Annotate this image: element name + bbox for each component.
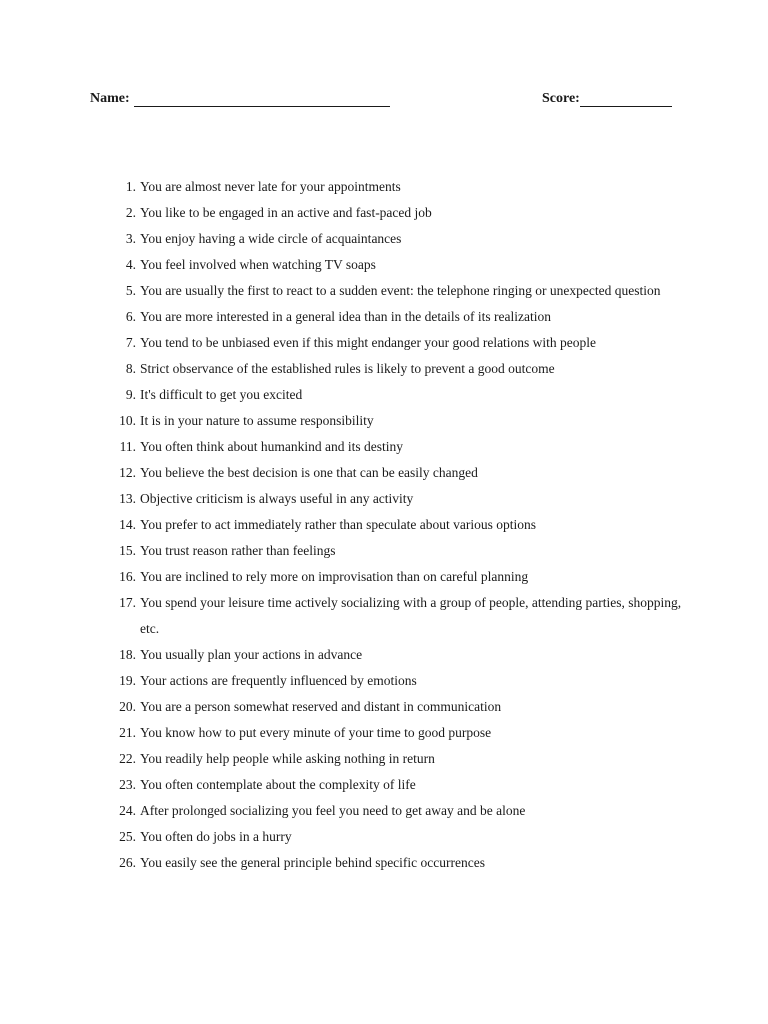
question-text: You are usually the first to react to a sudden event: the telephone ringing or unexpected question xyxy=(140,283,661,298)
question-text: It's difficult to get you excited xyxy=(140,387,303,402)
question-number: 11. xyxy=(119,439,136,454)
question-item xyxy=(100,304,690,330)
question-item xyxy=(100,590,690,642)
question-number: 19. xyxy=(119,673,136,688)
question-item xyxy=(100,564,690,590)
question-number: 22. xyxy=(119,751,136,766)
question-number: 3. xyxy=(125,231,136,246)
question-text: You often contemplate about the complexity of life xyxy=(140,777,416,792)
question-text: It is in your nature to assume responsibility xyxy=(140,413,374,428)
question-text: You are almost never late for your appointments xyxy=(140,179,401,194)
question-item xyxy=(100,408,690,434)
question-item xyxy=(100,538,690,564)
name-blank-line xyxy=(134,90,390,107)
question-text: You spend your leisure time actively socializing with a group of people, attending parties, shopping, etc. xyxy=(140,595,682,636)
question-item xyxy=(100,486,690,512)
question-text: Objective criticism is always useful in any activity xyxy=(140,491,414,506)
question-text: After prolonged socializing you feel you need to get away and be alone xyxy=(140,803,526,818)
question-number: 2. xyxy=(125,205,136,220)
question-item xyxy=(100,330,690,356)
question-number: 8. xyxy=(125,361,136,376)
question-number: 23. xyxy=(119,777,136,792)
header-row xyxy=(90,88,680,110)
question-text: You trust reason rather than feelings xyxy=(140,543,336,558)
question-text: You often do jobs in a hurry xyxy=(140,829,292,844)
question-item xyxy=(100,434,690,460)
question-number: 10. xyxy=(119,413,136,428)
question-text: You are inclined to rely more on improvisation than on careful planning xyxy=(140,569,529,584)
question-number: 20. xyxy=(119,699,136,714)
score-label: Score: xyxy=(542,91,580,106)
question-number: 25. xyxy=(119,829,136,844)
score-blank-line xyxy=(580,90,672,107)
question-text: You believe the best decision is one that can be easily changed xyxy=(140,465,478,480)
name-label: Name: xyxy=(90,91,130,106)
question-number: 18. xyxy=(119,647,136,662)
question-number: 4. xyxy=(125,257,136,272)
question-item xyxy=(100,382,690,408)
question-text: You enjoy having a wide circle of acquaintances xyxy=(140,231,402,246)
question-number: 7. xyxy=(125,335,136,350)
question-number: 17. xyxy=(119,595,136,610)
question-number: 1. xyxy=(125,179,136,194)
question-number: 9. xyxy=(125,387,136,402)
question-item xyxy=(100,850,690,876)
question-text: You tend to be unbiased even if this might endanger your good relations with people xyxy=(140,335,597,350)
question-item xyxy=(100,642,690,668)
question-item xyxy=(100,798,690,824)
question-text: Strict observance of the established rules is likely to prevent a good outcome xyxy=(140,361,555,376)
question-item xyxy=(100,356,690,382)
question-item xyxy=(100,772,690,798)
question-item xyxy=(100,226,690,252)
question-item xyxy=(100,746,690,772)
question-number: 13. xyxy=(119,491,136,506)
question-item xyxy=(100,200,690,226)
question-item xyxy=(100,512,690,538)
question-text: You are a person somewhat reserved and distant in communication xyxy=(140,699,502,714)
question-number: 14. xyxy=(119,517,136,532)
question-item xyxy=(100,460,690,486)
question-item xyxy=(100,720,690,746)
question-text: You prefer to act immediately rather than speculate about various options xyxy=(140,517,537,532)
question-number: 24. xyxy=(119,803,136,818)
name-field xyxy=(90,88,390,110)
question-text: You readily help people while asking nothing in return xyxy=(140,751,435,766)
question-number: 12. xyxy=(119,465,136,480)
question-item xyxy=(100,694,690,720)
question-item xyxy=(100,668,690,694)
question-item xyxy=(100,252,690,278)
question-list xyxy=(100,174,690,876)
question-text: You like to be engaged in an active and fast-paced job xyxy=(140,205,432,220)
question-number: 26. xyxy=(119,855,136,870)
question-number: 6. xyxy=(125,309,136,324)
question-item xyxy=(100,278,690,304)
question-item xyxy=(100,174,690,200)
question-number: 16. xyxy=(119,569,136,584)
question-text: Your actions are frequently influenced by emotions xyxy=(140,673,417,688)
score-field xyxy=(542,88,672,110)
question-text: You feel involved when watching TV soaps xyxy=(140,257,376,272)
question-text: You often think about humankind and its destiny xyxy=(140,439,403,454)
question-text: You are more interested in a general idea than in the details of its realization xyxy=(140,309,551,324)
question-number: 15. xyxy=(119,543,136,558)
question-item xyxy=(100,824,690,850)
question-text: You usually plan your actions in advance xyxy=(140,647,363,662)
question-text: You easily see the general principle behind specific occurrences xyxy=(140,855,485,870)
question-number: 21. xyxy=(119,725,136,740)
question-text: You know how to put every minute of your time to good purpose xyxy=(140,725,492,740)
question-number: 5. xyxy=(125,283,136,298)
